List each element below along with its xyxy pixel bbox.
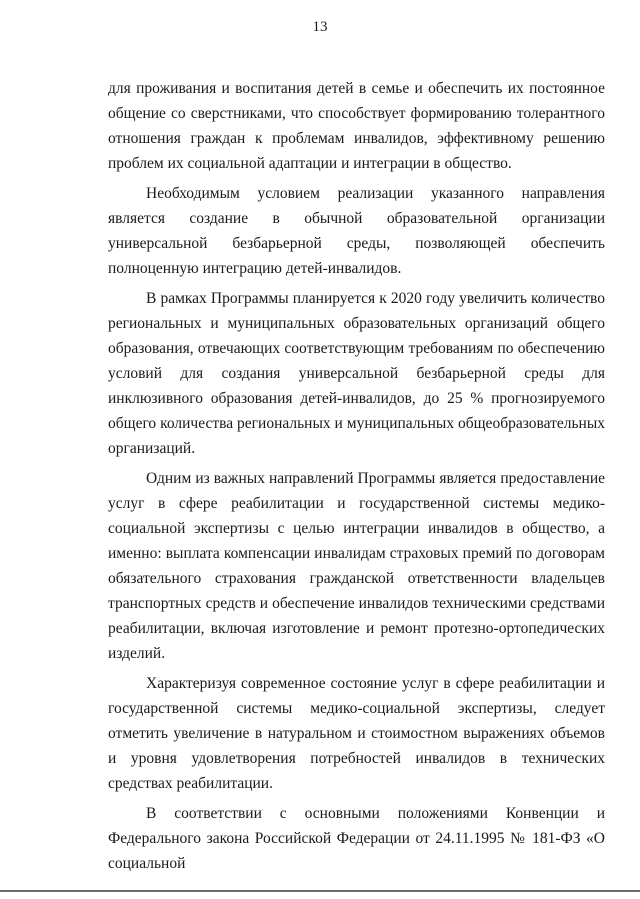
paragraph-3: В рамках Программы планируется к 2020 году увеличить количество региональных и муниципальных образовательных организаций общего образования, отвечающих соответствующим требованиям по обеспечению условий для создания универсальной безбарьерной среды для инклюзивного образования детей-инвалидов, до 25 % прогнозируемого общего количества региональных и муниципальных общеобразовательных организаций. xyxy=(108,290,605,457)
paragraph-5: Характеризуя современное состояние услуг в сфере реабилитации и государственной системы медико-социальной экспертизы, следует отметить увеличение в натуральном и стоимостном выражениях объемов и уровня удовлетворения потребностей инвалидов в технических средствах реабилитации. xyxy=(108,675,605,792)
paragraph-2: Необходимым условием реализации указанного направления является создание в обычной образовательной организации универсальной безбарьерной среды, позволяющей обеспечить полноценную интеграцию детей-инвалидов. xyxy=(108,185,605,277)
page-number: 13 xyxy=(312,19,328,35)
paragraph-6: В соответствии с основными положениями Конвенции и Федерального закона Российской Федерации от 24.11.1995 № 181-ФЗ «О социальной xyxy=(108,805,605,872)
paragraph-1: для проживания и воспитания детей в семье и обеспечить их постоянное общение со сверстниками, что способствует формированию толерантного отношения граждан к проблемам инвалидов, эффективному решению проблем их социальной адаптации и интеграции в общество. xyxy=(108,80,605,172)
footer-rule xyxy=(0,890,640,892)
document-body xyxy=(108,76,605,876)
paragraph-4: Одним из важных направлений Программы является предоставление услуг в сфере реабилитации и государственной системы медико-социальной экспертизы с целью интеграции инвалидов в общество, а именно: выплата компенсации инвалидам страховых премий по договорам обязательного страхования гражданской ответственности владельцев транспортных средств и обеспечение инвалидов техническими средствами реабилитации, включая изготовление и ремонт протезно-ортопедических изделий. xyxy=(108,470,605,662)
